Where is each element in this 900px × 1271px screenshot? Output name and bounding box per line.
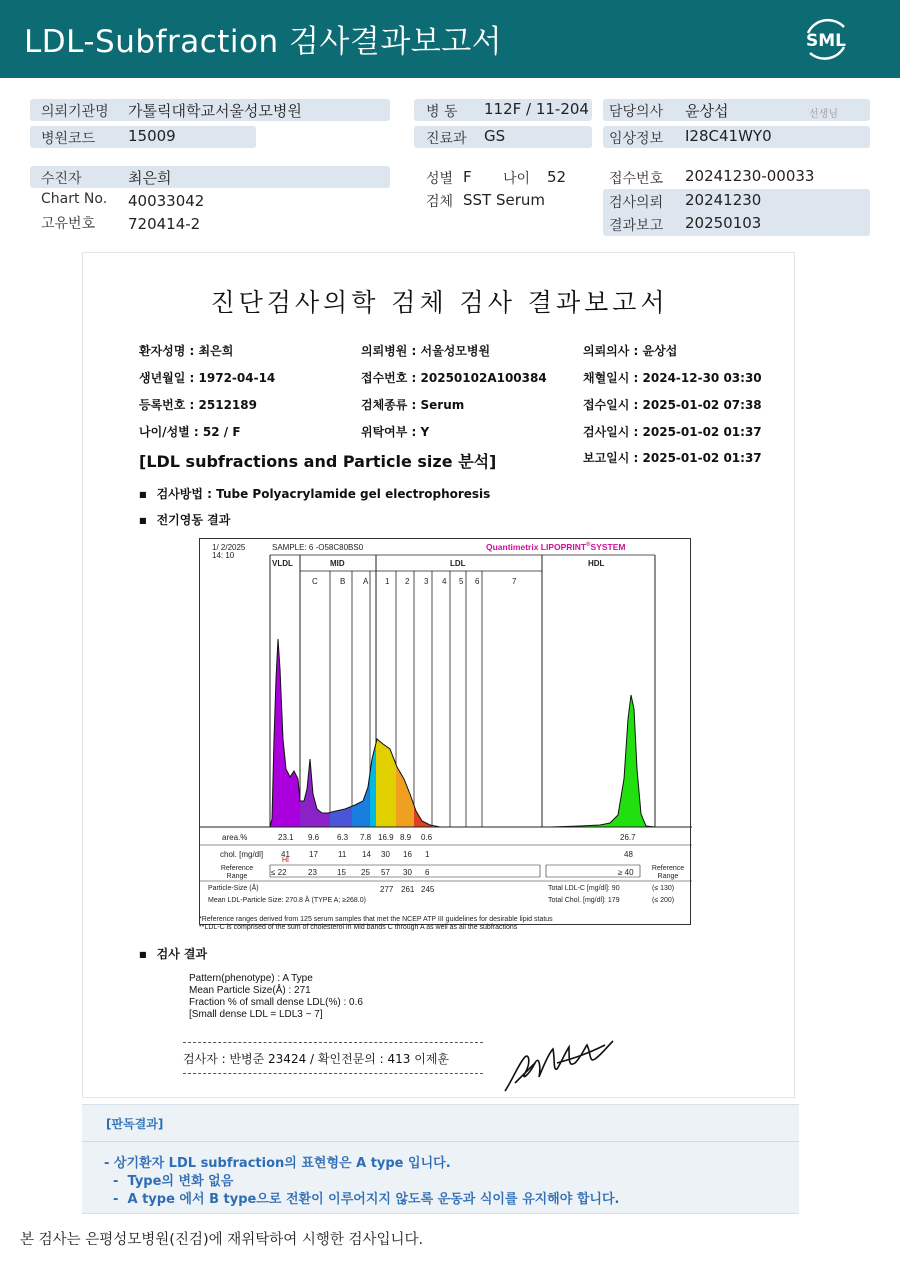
chol-hi-flag: HI [282, 857, 289, 864]
receipt-no-label: 접수번호 [609, 171, 664, 187]
specimen-label: 검체 [426, 194, 454, 210]
chol-b-value: 14 [362, 850, 371, 859]
ref-label-right: Reference Range [651, 865, 685, 880]
ref-vldl-value: ≤ 22 [271, 868, 287, 877]
logo-text: SML [806, 31, 846, 51]
age-label: 나이 [503, 171, 531, 187]
footer-note: 본 검사는 은평성모병원(진검)에 재위탁하여 시행한 검사입니다. [20, 1232, 424, 1248]
area-hdl [550, 695, 655, 827]
result-heading: ■ 검사 결과 [139, 945, 207, 962]
area-vldl-value: 23.1 [278, 833, 294, 842]
org-value: 가톨릭대학교서울성모병원 [128, 102, 302, 120]
area-mid [300, 759, 330, 827]
area-ldl3 [414, 805, 432, 827]
band-a: A [363, 577, 369, 586]
report-date-label: 결과보고 [609, 218, 664, 234]
total-ldl-ref: (≤ 130) [652, 885, 675, 892]
ward-label: 병 동 [426, 104, 458, 120]
field-outsourced: 위탁여부 : Y [361, 425, 430, 439]
ref-b-value: 25 [361, 868, 370, 877]
field-received: 접수일시 : 2025-01-02 07:38 [583, 398, 762, 412]
doctor-suffix: 선생님 [809, 109, 838, 120]
result-block [189, 973, 363, 1021]
signature-line: 검사자 : 반병준 23424 / 확인전문의 : 413 이제훈 [183, 1052, 450, 1066]
result-pattern: Pattern(phenotype) : A Type [189, 973, 313, 984]
ref-hdl-value: ≥ 40 [618, 868, 634, 877]
band-1: 1 [385, 577, 390, 586]
report-date-value: 20250103 [685, 214, 762, 232]
chol-mid-value: 17 [309, 850, 318, 859]
area-ldl1 [376, 739, 396, 827]
electrophoresis-chart [199, 538, 691, 925]
ref-c-value: 15 [337, 868, 346, 877]
total-ldl-label: Total LDL-C [mg/dl]: 90 [548, 885, 620, 892]
page-title: LDL-Subfraction 검사결과보고서 [24, 24, 503, 60]
patient-value: 최은희 [128, 169, 172, 187]
chart-note-2: **LDL-C is comprised of the sum of cholesterol in Mid bands C through A as well as all the subfractions [199, 924, 518, 931]
hospital-code-label: 병원코드 [41, 131, 96, 147]
chol-c-value: 11 [338, 850, 347, 859]
total-chol-label: Total Chol. [mg/dl]: 179 [548, 897, 620, 904]
department-value: GS [484, 127, 506, 145]
chart-sample: SAMPLE: 6 -O58C80BS0 [272, 543, 364, 552]
judgement-line-1: - 상기환자 LDL subfraction의 표현형은 A type 입니다. [104, 1156, 451, 1171]
chart-date: 1/ 2/2025 [212, 543, 246, 552]
field-collected: 채혈일시 : 2024-12-30 03:30 [583, 371, 762, 385]
band-7: 7 [512, 577, 517, 586]
unique-no-label: 고유번호 [41, 216, 96, 232]
patient-pill [30, 166, 390, 188]
group-hdl: HDL [588, 559, 605, 568]
group-mid: MID [330, 559, 345, 568]
chol-ldl3-value: 1 [425, 850, 430, 859]
band-2: 2 [405, 577, 410, 586]
hospital-code-value: 15009 [128, 127, 176, 145]
ref-ldl2-value: 30 [403, 868, 412, 877]
particle-ldl3-value: 245 [421, 885, 435, 894]
total-chol-ref: (≤ 200) [652, 897, 675, 904]
unique-no-value: 720414-2 [128, 215, 201, 233]
patient-label: 수진자 [41, 171, 82, 187]
chart-gridlines [270, 555, 655, 827]
electro-heading: ■ 전기영동 결과 [139, 511, 230, 528]
header-bar [0, 0, 900, 78]
signature-icon [495, 1033, 619, 1099]
area-c-value: 6.3 [337, 833, 349, 842]
band-6: 6 [475, 577, 480, 586]
field-age-sex: 나이/성별 : 52 / F [139, 425, 241, 439]
clinical-info-value: I28C41WY0 [685, 127, 772, 145]
field-receipt: 접수번호 : 20250102A100384 [361, 371, 547, 385]
ref-mid-value: 23 [308, 868, 317, 877]
band-3: 3 [424, 577, 429, 586]
sex-label: 성별 [426, 171, 454, 187]
sign-line-top [183, 1042, 483, 1043]
chol-hdl-value: 48 [624, 850, 633, 859]
band-c: C [312, 577, 318, 586]
ref-ldl3-value: 6 [425, 868, 430, 877]
field-reg-no: 등록번호 : 2512189 [139, 398, 257, 412]
area-ldl3-value: 0.6 [421, 833, 433, 842]
chart-no-value: 40033042 [128, 192, 205, 210]
area-ldl2-value: 8.9 [400, 833, 412, 842]
result-mean-size: Mean Particle Size(Å) : 271 [189, 985, 311, 996]
band-5: 5 [459, 577, 464, 586]
mean-particle-line: Mean LDL-Particle Size: 270.8 Å (TYPE A; ≥268.0) [208, 897, 366, 904]
receipt-no-value: 20241230-00033 [685, 167, 815, 185]
report-scan [82, 252, 795, 1098]
row-particle-label: Particle-Size (Å) [208, 885, 259, 892]
method-line: ■ 검사방법 : Tube Polyacrylamide gel electrophoresis [139, 485, 490, 502]
field-hospital: 의뢰병원 : 서울성모병원 [361, 344, 491, 358]
field-patient-name: 환자성명 : 최은희 [139, 344, 234, 358]
report-title: 진단검사의학 검체 검사 결과보고서 [210, 288, 669, 317]
judgement-divider [82, 1141, 799, 1142]
department-label: 진료과 [426, 131, 467, 147]
area-mid-value: 9.6 [308, 833, 320, 842]
area-b-value: 7.8 [360, 833, 372, 842]
judgement-box [82, 1104, 799, 1214]
row-area-label: area.% [222, 833, 248, 842]
clinical-info-label: 임상정보 [609, 131, 664, 147]
ref-ldl1-value: 57 [381, 868, 390, 877]
band-4: 4 [442, 577, 447, 586]
chol-vldl-value: 41 [281, 850, 290, 859]
ward-value: 112F / 11-204 [484, 100, 589, 118]
request-date-label: 검사의뢰 [609, 195, 664, 211]
area-hdl-value: 26.7 [620, 833, 636, 842]
particle-ldl1-value: 277 [380, 885, 394, 894]
area-ldl2 [396, 764, 414, 827]
chart-note-1: *Reference ranges derived from 125 serum samples that met the NCEP ATP III guidelines for desirable lipid status [199, 916, 553, 923]
particle-ldl2-value: 261 [401, 885, 415, 894]
area-ldl1-value: 16.9 [378, 833, 394, 842]
chart-brand-name: Quantimetrix LIPOPRINT [486, 542, 587, 552]
ref-label-left: Reference Range [220, 865, 254, 880]
judgement-line-3: - A type 에서 B type으로 전환이 이루어지지 않도록 운동과 식이를 유지해야 합니다. [104, 1192, 620, 1207]
row-chol-label: chol. [mg/dl] [220, 850, 264, 859]
request-date-value: 20241230 [685, 191, 762, 209]
band-b: B [340, 577, 346, 586]
chart-brand: Quantimetrix LIPOPRINT®SYSTEM [486, 542, 626, 552]
curve-outline [270, 639, 655, 827]
judgement-heading: [판독결과] [106, 1117, 164, 1131]
field-birth: 생년월일 : 1972-04-14 [139, 371, 276, 385]
area-band-c [330, 806, 352, 827]
section-heading: [LDL subfractions and Particle size 분석] [139, 452, 497, 471]
specimen-value: SST Serum [463, 191, 546, 209]
sex-value: F [463, 168, 472, 186]
field-reported: 보고일시 : 2025-01-02 01:37 [583, 451, 762, 465]
group-ldl: LDL [450, 559, 466, 568]
field-tested: 검사일시 : 2025-01-02 01:37 [583, 425, 762, 439]
group-vldl: VLDL [272, 559, 293, 568]
result-fraction: Fraction % of small dense LDL(%) : 0.6 [189, 997, 363, 1008]
chart-no-label: Chart No. [41, 191, 108, 207]
result-sdldl-def: [Small dense LDL = LDL3 ~ 7] [189, 1009, 323, 1020]
doctor-value: 윤상섭 [685, 102, 729, 120]
doctor-label: 담당의사 [609, 104, 664, 120]
chol-ldl1-value: 30 [381, 850, 390, 859]
chol-ldl2-value: 16 [403, 850, 412, 859]
sign-line-bottom [183, 1073, 483, 1074]
age-value: 52 [547, 168, 567, 186]
area-band-b [352, 773, 370, 827]
sml-logo-icon [800, 13, 852, 65]
chart-brand-suffix: SYSTEM [590, 542, 626, 552]
chart-time: 14: 10 [212, 551, 235, 560]
judgement-line-2: - Type의 변화 없음 [104, 1174, 234, 1189]
field-doctor: 의뢰의사 : 윤상섭 [583, 344, 678, 358]
org-label: 의뢰기관명 [41, 104, 109, 120]
field-specimen-type: 검체종류 : Serum [361, 398, 465, 412]
